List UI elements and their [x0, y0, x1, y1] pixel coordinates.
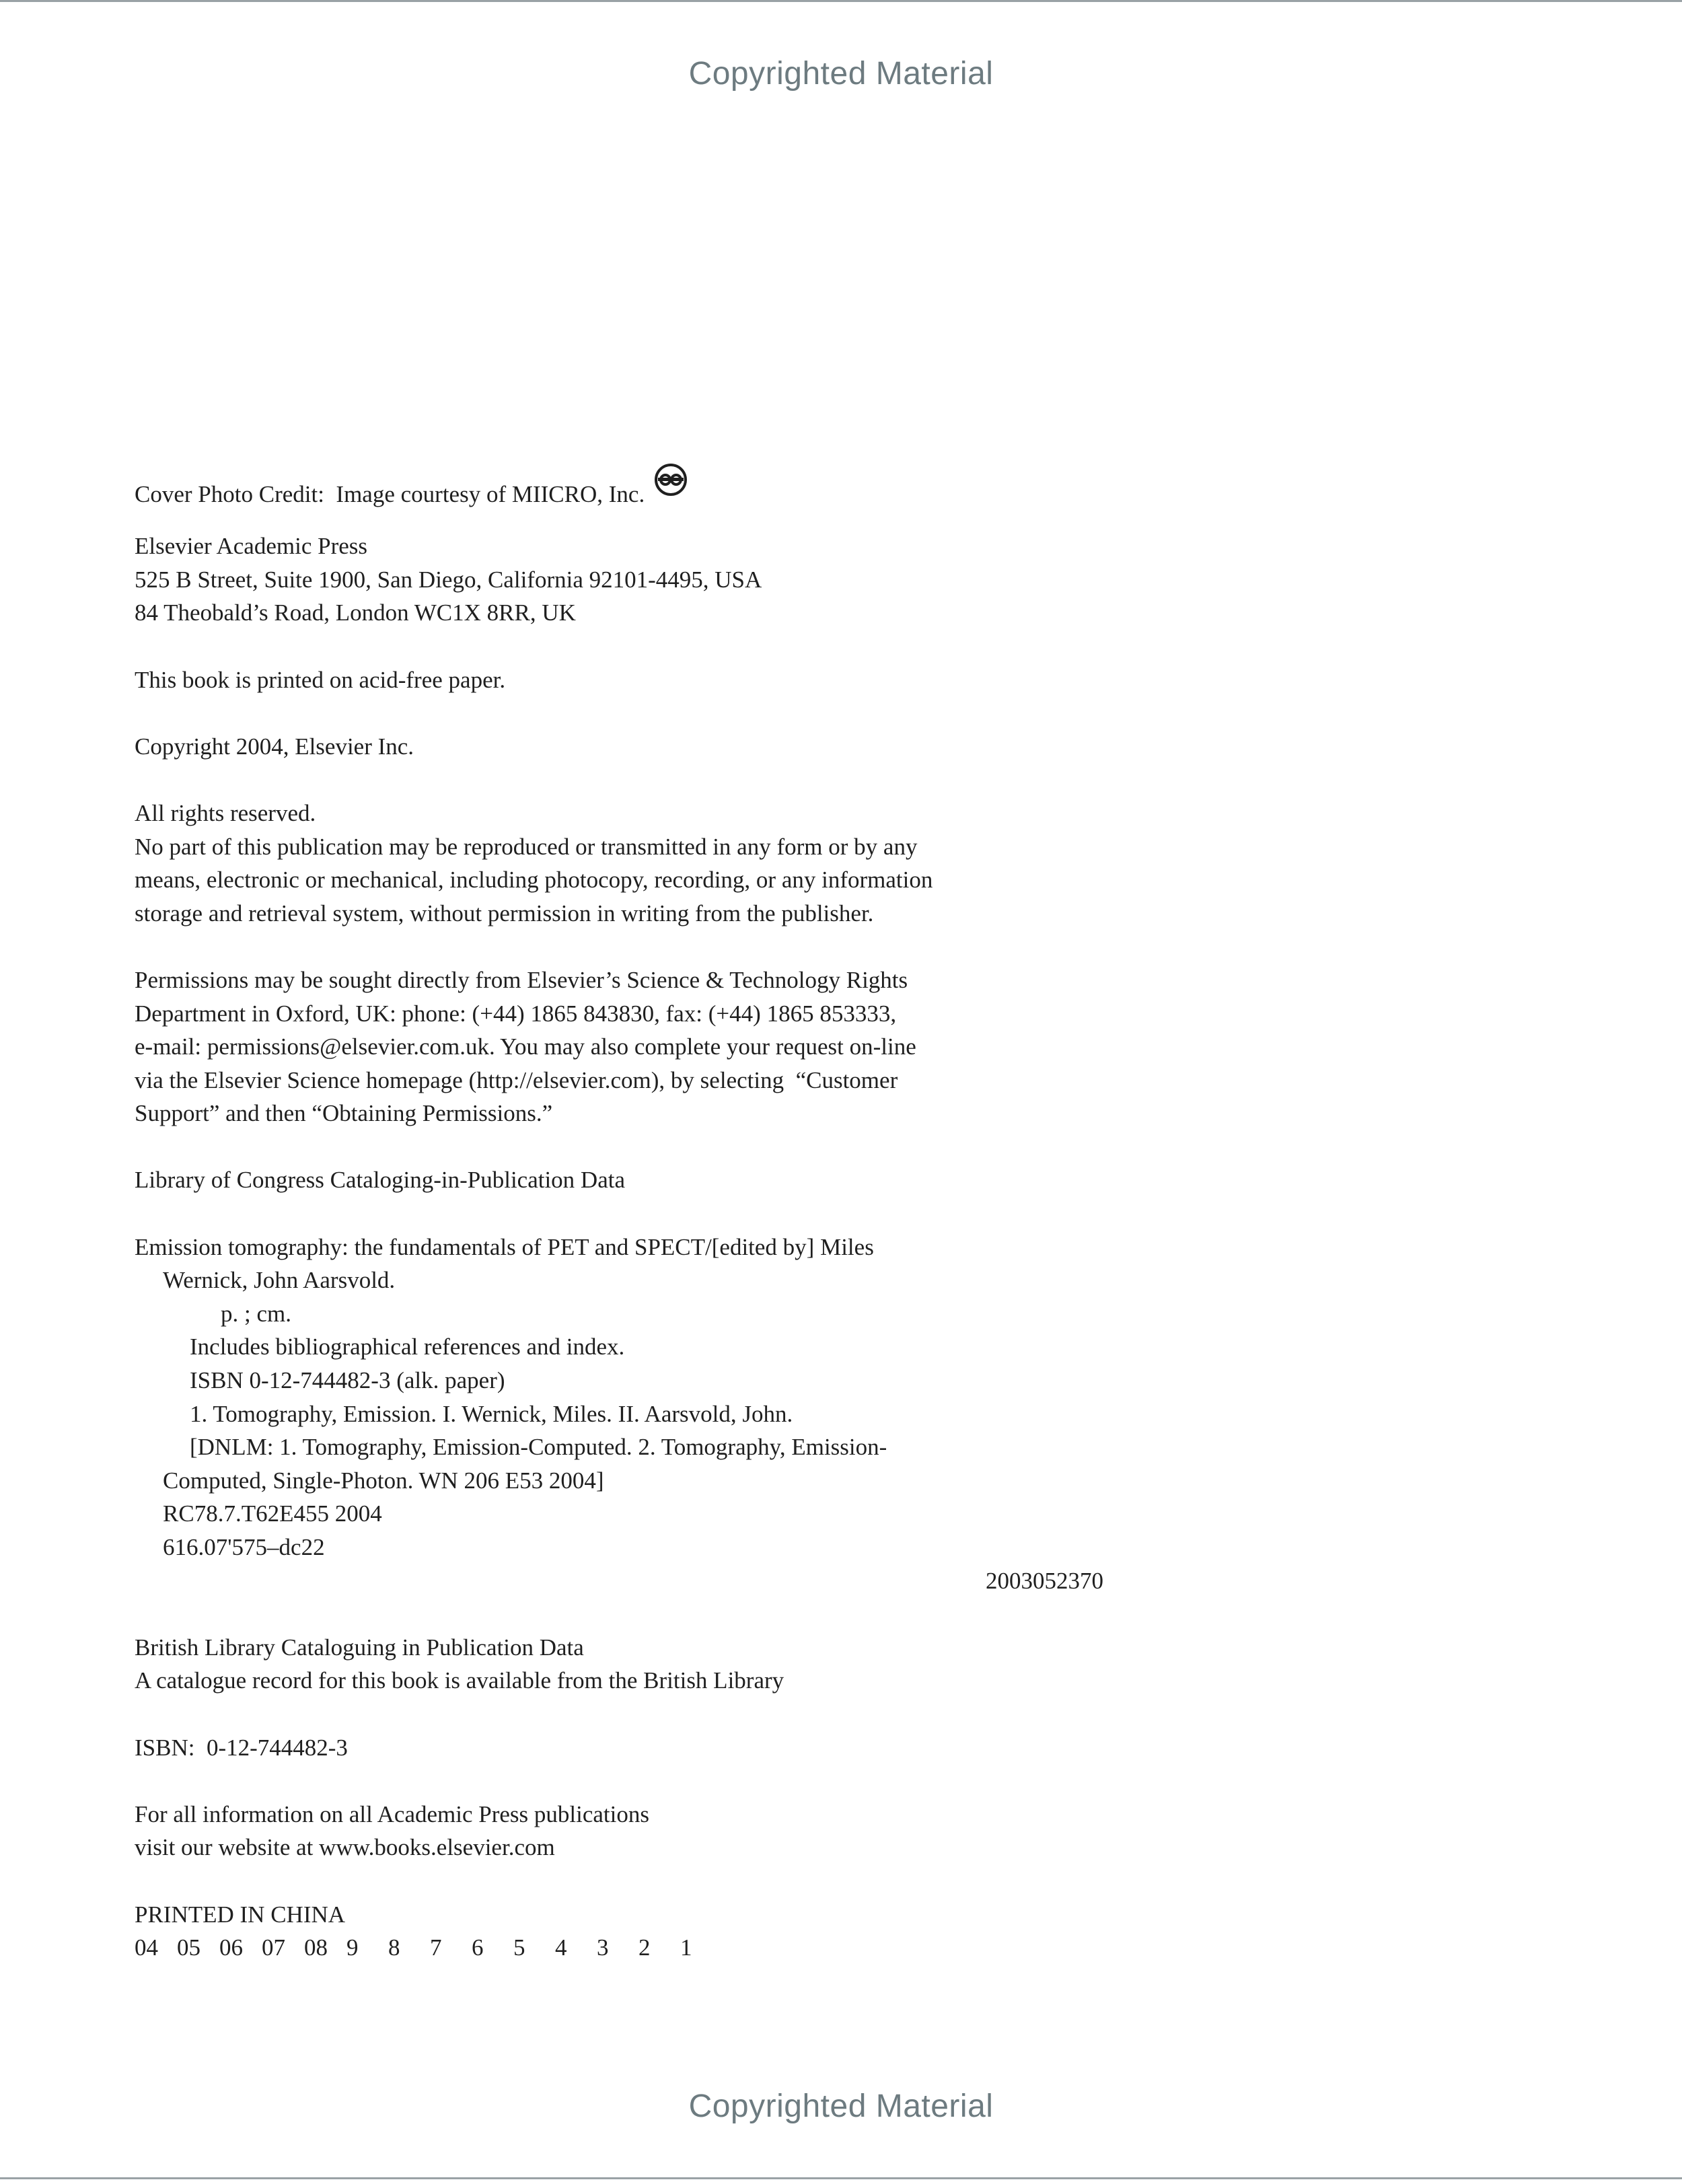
printer-number: 08 — [304, 1934, 328, 1961]
rights-heading: All rights reserved. — [135, 799, 316, 826]
printer-number: 07 — [262, 1934, 285, 1961]
loc-subjects: 1. Tomography, Emission. I. Wernick, Miles. II. Aarsvold, John. — [190, 1400, 793, 1427]
printer-number: 7 — [430, 1934, 442, 1961]
loc-dnlm-line: Computed, Single-Photon. WN 206 E53 2004] — [163, 1467, 604, 1494]
rights-line: means, electronic or mechanical, including photocopy, recording, or any information — [135, 867, 933, 894]
british-library-text: A catalogue record for this book is available from the British Library — [135, 1667, 784, 1694]
website-line: For all information on all Academic Press publications — [135, 1800, 649, 1827]
publisher-address-us: 525 B Street, Suite 1900, San Diego, California 92101-4495, USA — [135, 566, 762, 593]
miicro-logo-icon — [654, 463, 688, 497]
loc-heading: Library of Congress Cataloging-in-Publication Data — [135, 1167, 626, 1194]
paper-note: This book is printed on acid-free paper. — [135, 666, 506, 693]
printer-number: 04 — [135, 1934, 158, 1961]
publisher-address-uk: 84 Theobald’s Road, London WC1X 8RR, UK — [135, 599, 576, 626]
british-library-heading: British Library Cataloguing in Publication Data — [135, 1634, 584, 1661]
printer-number: 05 — [177, 1934, 200, 1961]
isbn-line: ISBN: 0-12-744482-3 — [135, 1734, 348, 1761]
permissions-line: Support” and then “Obtaining Permissions.” — [135, 1100, 553, 1127]
printer-number: 6 — [472, 1934, 484, 1961]
printer-number: 4 — [555, 1934, 567, 1961]
printer-number: 2 — [638, 1934, 651, 1961]
cover-credit: Cover Photo Credit: Image courtesy of MIICRO, Inc. — [135, 481, 645, 507]
loc-isbn: ISBN 0-12-744482-3 (alk. paper) — [190, 1367, 505, 1394]
cover-credit-line — [135, 463, 1103, 507]
loc-includes: Includes bibliographical references and index. — [190, 1334, 625, 1360]
printer-number: 3 — [597, 1934, 609, 1961]
loc-title-line: Wernick, John Aarsvold. — [163, 1267, 396, 1294]
permissions-line: Department in Oxford, UK: phone: (+44) 1865 843830, fax: (+44) 1865 853333, — [135, 1000, 897, 1027]
loc-dewey: 616.07'575–dc22 — [163, 1534, 325, 1560]
printer-number: 1 — [680, 1934, 692, 1961]
permissions-line: Permissions may be sought directly from Elsevier’s Science & Technology Rights — [135, 966, 908, 993]
printer-number: 5 — [513, 1934, 525, 1961]
printer-key — [135, 1931, 1103, 1965]
printed-in: PRINTED IN CHINA — [135, 1901, 346, 1928]
permissions-line: via the Elsevier Science homepage (http://elsevier.com), by selecting “Customer — [135, 1066, 898, 1093]
copyright-line: Copyright 2004, Elsevier Inc. — [135, 733, 414, 760]
top-rule — [0, 0, 1682, 2]
rights-line: No part of this publication may be reproduced or transmitted in any form or by any — [135, 833, 918, 860]
printer-number: 9 — [346, 1934, 359, 1961]
copyright-banner-bottom: Copyrighted Material — [688, 2088, 994, 2124]
printer-number: 8 — [388, 1934, 400, 1961]
copyright-page-body — [135, 463, 1103, 1965]
website-line: visit our website at www.books.elsevier.com — [135, 1834, 555, 1861]
rights-line: storage and retrieval system, without permission in writing from the publisher. — [135, 900, 874, 926]
printer-number: 06 — [219, 1934, 243, 1961]
copyright-banner-top: Copyrighted Material — [688, 56, 994, 92]
loc-call-number: RC78.7.T62E455 2004 — [163, 1500, 382, 1527]
loc-dnlm-line: [DNLM: 1. Tomography, Emission-Computed. 2. Tomography, Emission- — [190, 1434, 887, 1461]
permissions-line: e-mail: permissions@elsevier.com.uk. You may also complete your request on-line — [135, 1033, 916, 1060]
loc-control-number: 2003052370 — [986, 1567, 1103, 1594]
publisher-name: Elsevier Academic Press — [135, 533, 368, 560]
bottom-rule — [0, 2177, 1682, 2179]
loc-pages: p. ; cm. — [221, 1300, 291, 1327]
loc-title-line: Emission tomography: the fundamentals of PET and SPECT/[edited by] Miles — [135, 1233, 874, 1260]
